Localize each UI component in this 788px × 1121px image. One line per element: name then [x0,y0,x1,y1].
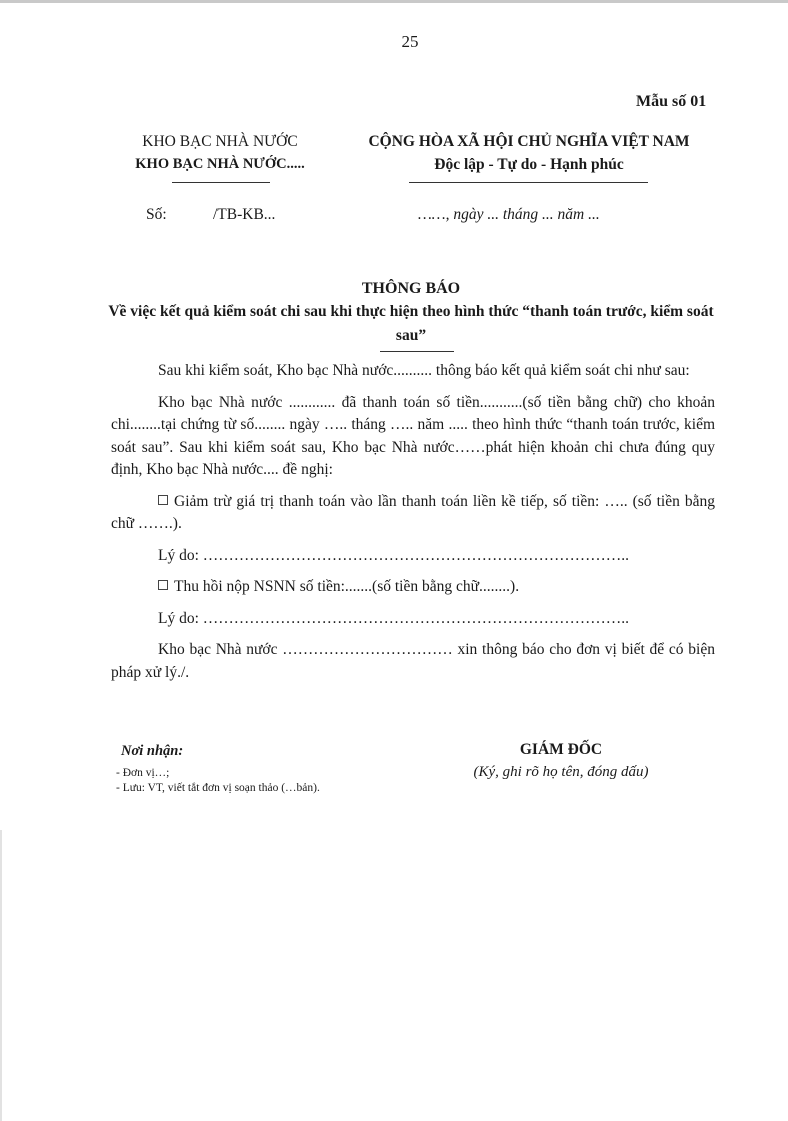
doc-number-suffix: /TB-KB... [213,206,276,223]
closing-paragraph: Kho bạc Nhà nước …………………………… xin thông báo cho đơn vị biết để có biện pháp xử lý./. [111,641,715,681]
issuer-line-2: KHO BẠC NHÀ NƯỚC..... [135,156,305,172]
reason-line: Lý do: ……………………………………………………………………….. [158,546,630,564]
document-title: THÔNG BÁO [361,280,461,297]
reason-line: Lý do: ……………………………………………………………………….. [158,609,630,627]
form-number: Mẫu số 01 [636,93,707,110]
title-underline [380,351,454,352]
date-line: ……, ngày ... tháng ... năm ... [418,206,600,223]
option-deduction [111,491,715,536]
scan-edge [0,830,2,1121]
issuer-line-1: KHO BẠC NHÀ NƯỚC [142,133,298,150]
national-motto: Độc lập - Tự do - Hạnh phúc [434,156,624,173]
signature-note: (Ký, ghi rõ họ tên, đóng dấu) [473,764,649,780]
option-deduction-text: Giảm trừ giá trị thanh toán vào lần thanh toán liền kề tiếp, số tiền: ….. (số tiền bằng chữ …….). [111,492,715,532]
option-recovery-text: Thu hồi nộp NSNN số tiền:.......(số tiền bằng chữ........). [174,578,520,595]
national-title: CỘNG HÒA XÃ HỘI CHỦ NGHĨA VIỆT NAM [368,133,690,150]
body-paragraph: Sau khi kiểm soát, Kho bạc Nhà nước.......... thông báo kết quả kiểm soát chi như sau: [158,362,690,379]
document-body [111,360,715,693]
body-paragraph: Kho bạc Nhà nước ............ đã thanh toán số tiền...........(số tiền bằng chữ) cho khoản chi........tại chứng từ số........ ngày ….. tháng ….. năm ..... theo hình thức “thanh toán trước, kiểm soát sau”. Sau khi kiểm soát sau, Kho bạc Nhà nước……phát hiện khoản chi chưa đúng quy định, Kho bạc Nhà nước.... đề nghị: [111,393,715,478]
document-subtitle: Về việc kết quả kiểm soát chi sau khi thực hiện theo hình thức “thanh toán trước, kiểm soát sau” [108,303,714,344]
page-number: 25 [401,32,419,51]
checkbox-deduction[interactable] [158,495,168,505]
doc-number-label: Số: [146,206,167,223]
scan-edge [0,0,788,3]
checkbox-recovery[interactable] [158,580,168,590]
option-recovery [111,576,715,599]
recipients-title: Nơi nhận: [121,743,184,759]
issuer-underline [172,182,270,183]
recipient-item: - Lưu: VT, viết tắt đơn vị soạn thảo (…bản). [116,782,320,794]
national-header [345,130,713,176]
recipient-item: - Đơn vị…; [116,767,170,779]
signature-title: GIÁM ĐỐC [519,741,603,758]
motto-underline [409,182,648,183]
issuer-block [112,131,328,175]
